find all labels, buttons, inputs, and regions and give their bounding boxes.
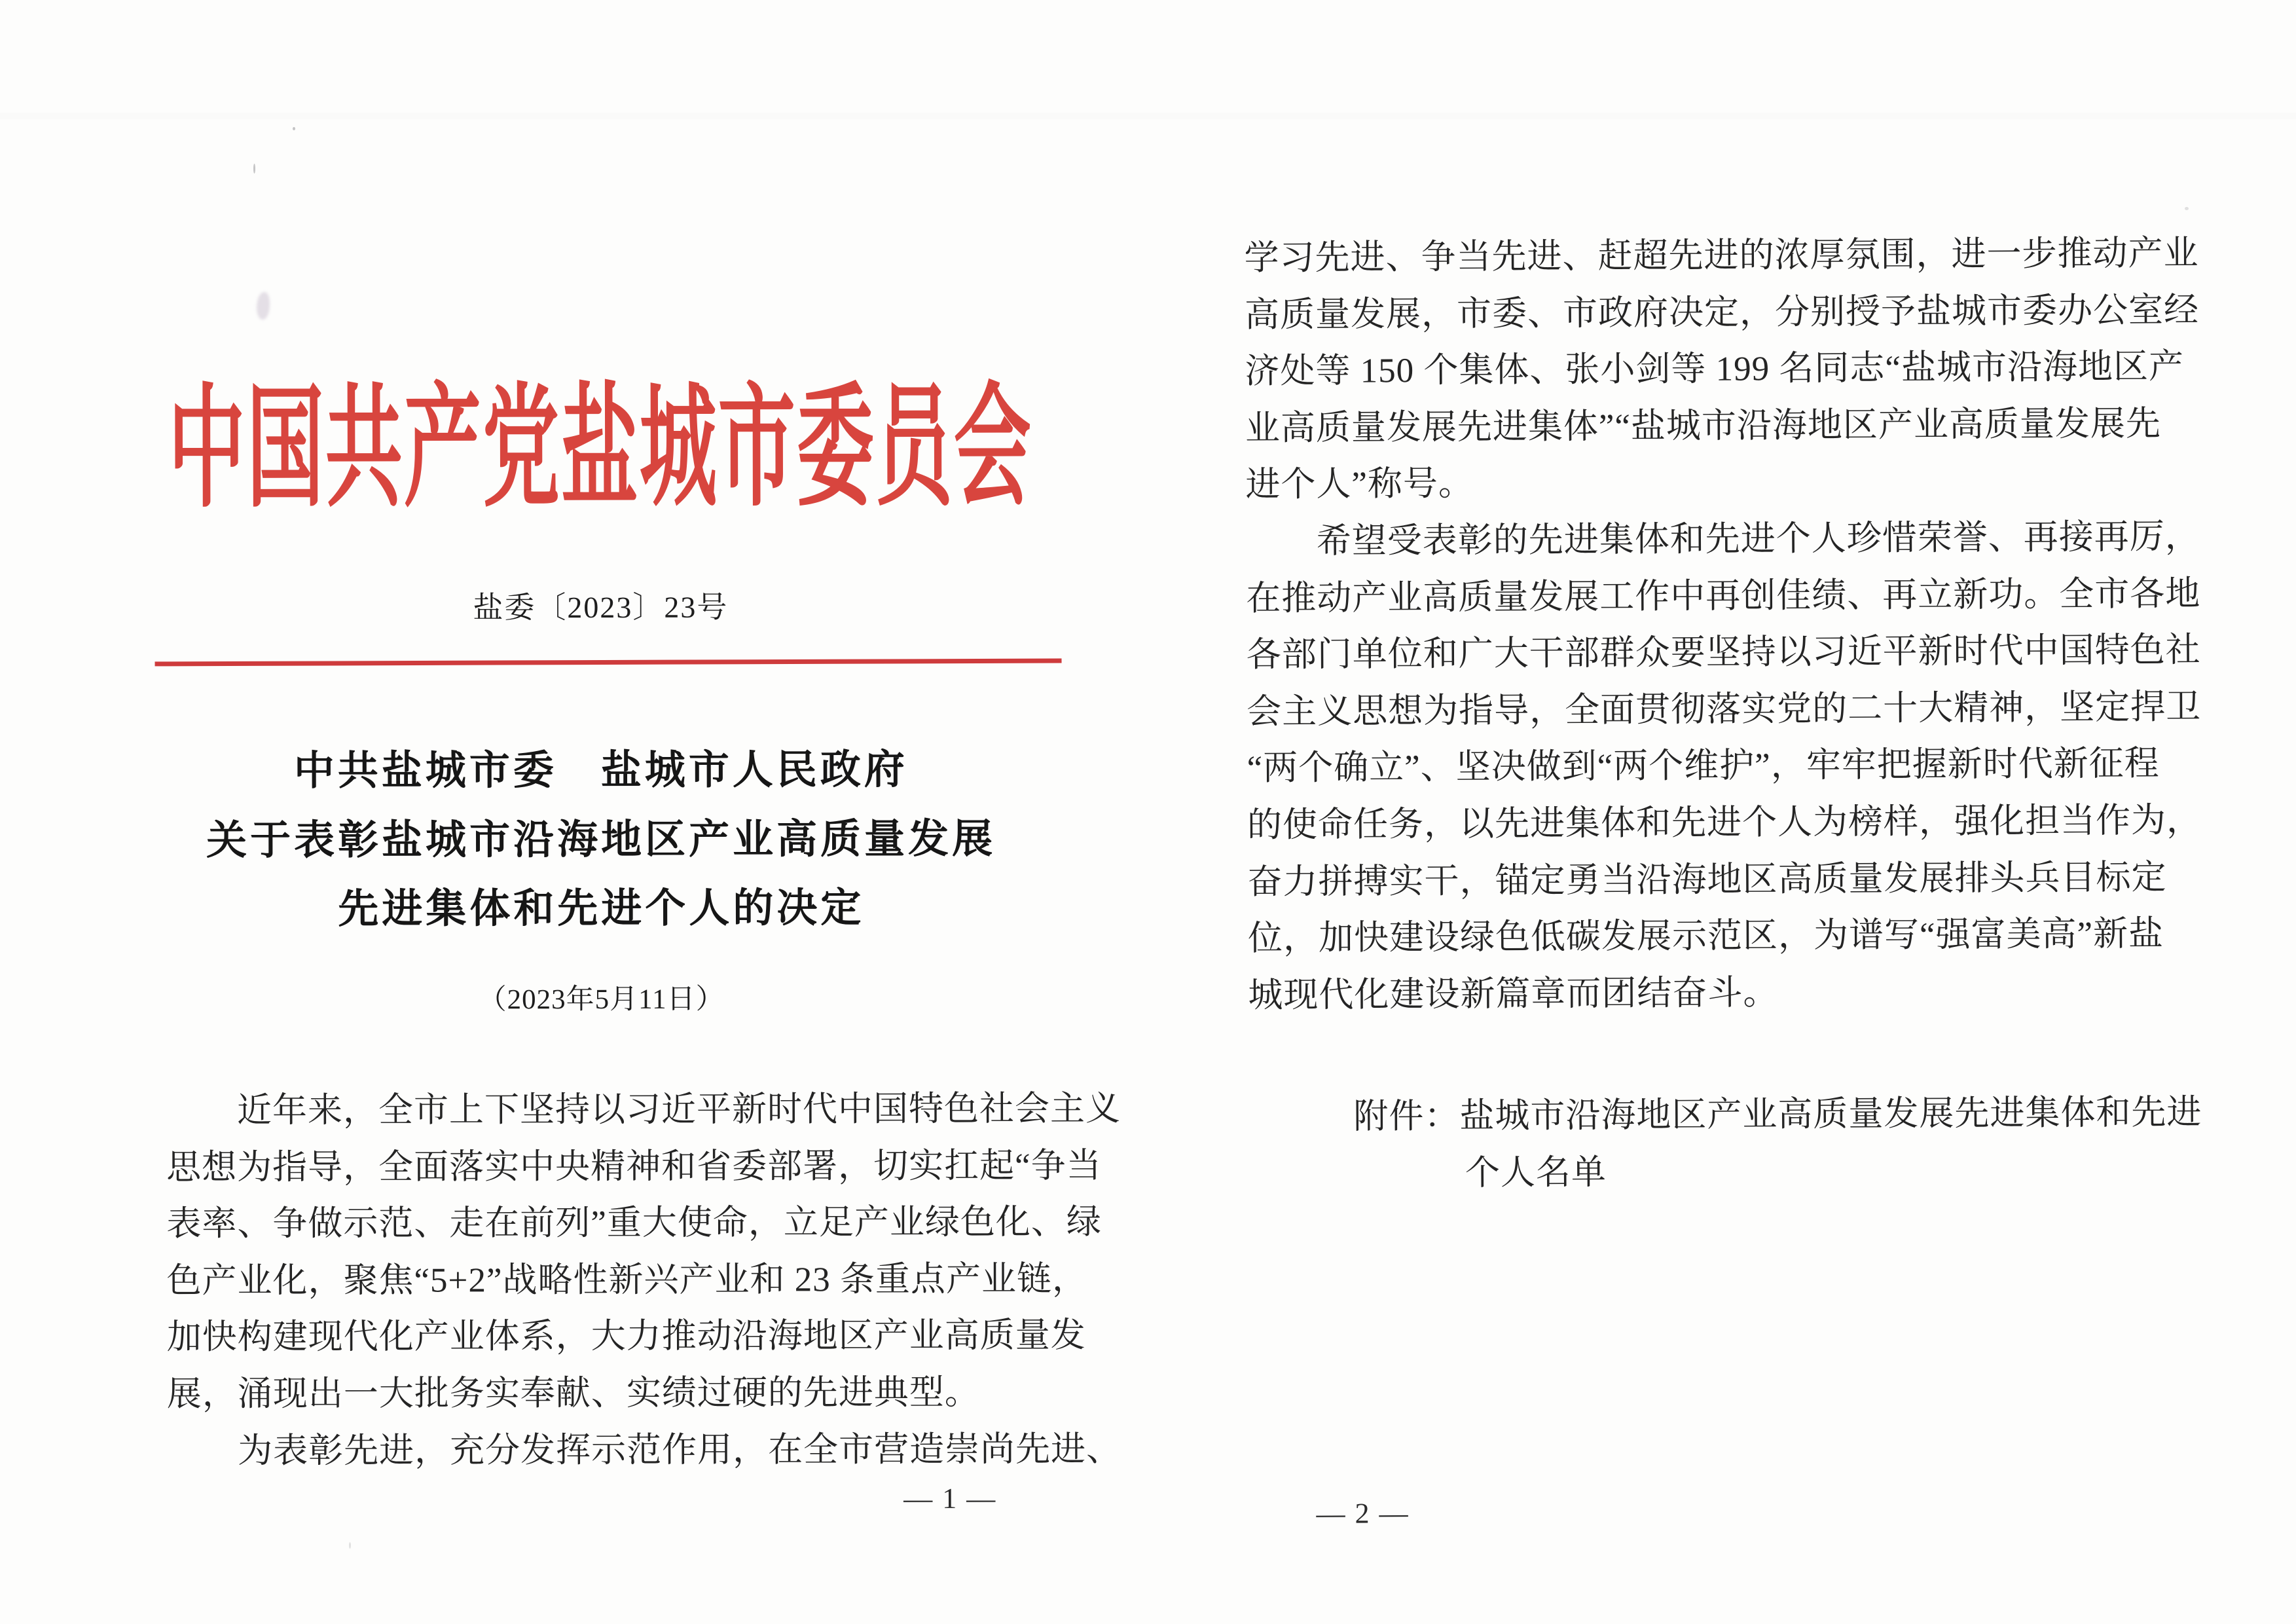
body-line: 的使命任务，以先进集体和先进个人为榜样，强化担当作为， [1247,801,2202,845]
body-line: 会主义思想为指导，全面贯彻落实党的二十大精神，坚定捍卫 [1247,688,2202,731]
page-number-1: — 1 — [903,1482,997,1515]
red-separator-rule [155,659,1062,667]
body-line: 位，加快建设绿色低碳发展示范区，为谱写“强富美高”新盐 [1247,915,2164,958]
body-line: 高质量发展，市委、市政府决定，分别授予盐城市委办公室经 [1244,291,2200,335]
body-line: 在推动产业高质量发展工作中再创佳绩、再立新功。全市各地 [1246,574,2201,618]
attachment-reference-line-2: 个人名单 [1465,1153,1607,1192]
body-line: 学习先进、争当先进、赶超先进的浓厚氛围，进一步推动产业 [1244,234,2199,278]
document-date: （2023年5月11日） [478,984,725,1016]
body-line: 表率、争做示范、走在前列”重大使命，立足产业绿色化、绿 [166,1203,1102,1244]
body-line: 各部门单位和广大干部群众要坚持以习近平新时代中国特色社 [1246,631,2201,674]
body-line: 奋力拼搏实干，锚定勇当沿海地区高质量发展排头兵目标定 [1247,858,2167,902]
scan-artifact [293,127,295,130]
scan-artifact [349,1542,351,1549]
scan-artifact [253,164,255,174]
page-2 [1243,0,2202,1624]
body-line: 色产业化，聚焦“5+2”战略性新兴产业和 23 条重点产业链， [166,1260,1087,1301]
body-line: 近年来，全市上下坚持以习近平新时代中国特色社会主义 [166,1090,1121,1130]
page-number-2: — 2 — [1316,1497,1410,1530]
scan-artifact [2185,207,2189,210]
body-line: 思想为指导，全面落实中央精神和省委部署，切实扛起“争当 [166,1147,1102,1187]
scan-band [0,113,2296,119]
body-line: 业高质量发展先进集体”“盐城市沿海地区产业高质量发展先 [1245,405,2162,448]
body-line: 城现代化建设新篇章而团结奋斗。 [1248,974,1779,1015]
body-line: 进个人”称号。 [1245,464,1474,504]
body-line: 希望受表彰的先进集体和先进个人珍惜荣誉、再接再厉， [1245,517,2200,561]
document-title-line-2: 关于表彰盐城市沿海地区产业高质量发展 [206,817,996,864]
document-number: 盐委〔2023〕23号 [473,590,729,625]
document-title-line-3: 先进集体和先进个人的决定 [338,886,865,932]
body-line: “两个确立”、坚决做到“两个维护”，牢牢把握新时代新征程 [1247,745,2160,788]
attachment-reference-line-1: 附件：盐城市沿海地区产业高质量发展先进集体和先进 [1353,1093,2202,1136]
body-line: 济处等 150 个集体、张小剑等 199 名同志“盐城市沿海地区产 [1245,347,2185,391]
document-title-line-1: 中共盐城市委 盐城市人民政府 [293,748,908,794]
letterhead-title: 中国共产党盐城市委员会 [168,374,1033,524]
body-line: 展，涌现出一大批务实奉献、实绩过硬的先进典型。 [166,1373,980,1414]
body-line: 为表彰先进，充分发挥示范作用，在全市营造崇尚先进、 [166,1430,1122,1471]
page-1 [164,0,1122,1624]
body-line: 加快构建现代化产业体系，大力推动沿海地区产业高质量发 [166,1316,1086,1357]
